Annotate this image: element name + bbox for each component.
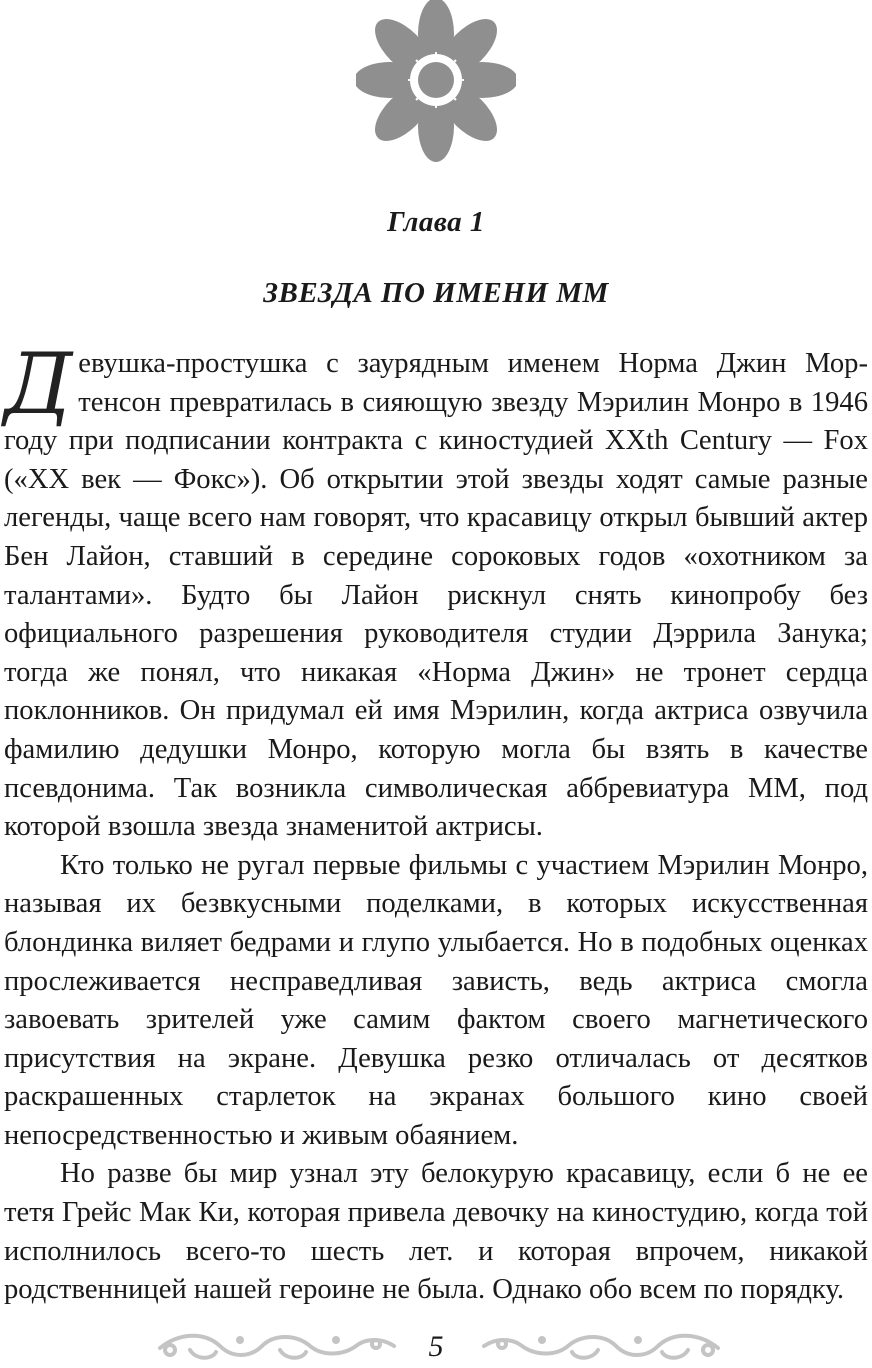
paragraph-2: Кто только не ругал первые фильмы с участием Мэрилин Монро, называя их безвкусными поделками, в которых искусственная блондинка виляет бедрами и глупо улыбается. Но в подобных оценках прослеживается несправедливая зависть, ведь актриса смогла завоевать зрителей уже самим фактом своего магнетического присутствия на экране. Девушка резко отличалась от десятков раскрашенных старлеток на экранах большого кино своей непосредственностью и живым обаянием. [4,849,868,1151]
paragraph-3: Но разве бы мир узнал эту белокурую красавицу, если б не ее тетя Грейс Мак Ки, которая привела девочку на киностудию, когда той исполнилось всего-то шесть лет. и которая впрочем, никакой родственницей нашей героине не была. Однако обо всем по порядку. [4,1158,868,1306]
flower-ornament-icon [356,0,516,166]
paragraph-1 [4,335,868,847]
scroll-ornament-icon [478,1326,728,1366]
page-number: 5 [428,1330,444,1363]
body-text [4,335,868,1310]
drop-cap: Д [4,335,73,433]
scroll-ornament-icon [150,1326,400,1366]
chapter-title: ЗВЕЗДА ПО ИМЕНИ ММ [263,277,609,309]
chapter-label: Глава 1 [387,206,485,238]
paragraph-1-text: евушка-простушка с заурядным именем Норма Джин Мортенсон превратилась в сияющую звезду Мэрилин Монро в 1946 году при подписании контракта с киностудией XXth Century — Fox («XX век — Фокс»). Об открытии этой звезды ходят самые разные легенды, чаще всего нам говорят, что красавицу открыл бывший актер Бен Лайон, ставший в середине сороковых годов «охотником за талантами». Будто бы Лайон рискнул снять кинопробу без официального разрешения руководителя студии Дэррила Занука; тогда же понял, что никакая «Норма Джин» не тронет сердца поклонников. Он придумал ей имя Мэрилин, когда актриса озвучила фамилию дедушки Монро, которую могла бы взять в качестве псевдонима. Так возникла символическая аббревиатура ММ, под которой взошла звезда знаменитой актрисы. [4,348,868,843]
